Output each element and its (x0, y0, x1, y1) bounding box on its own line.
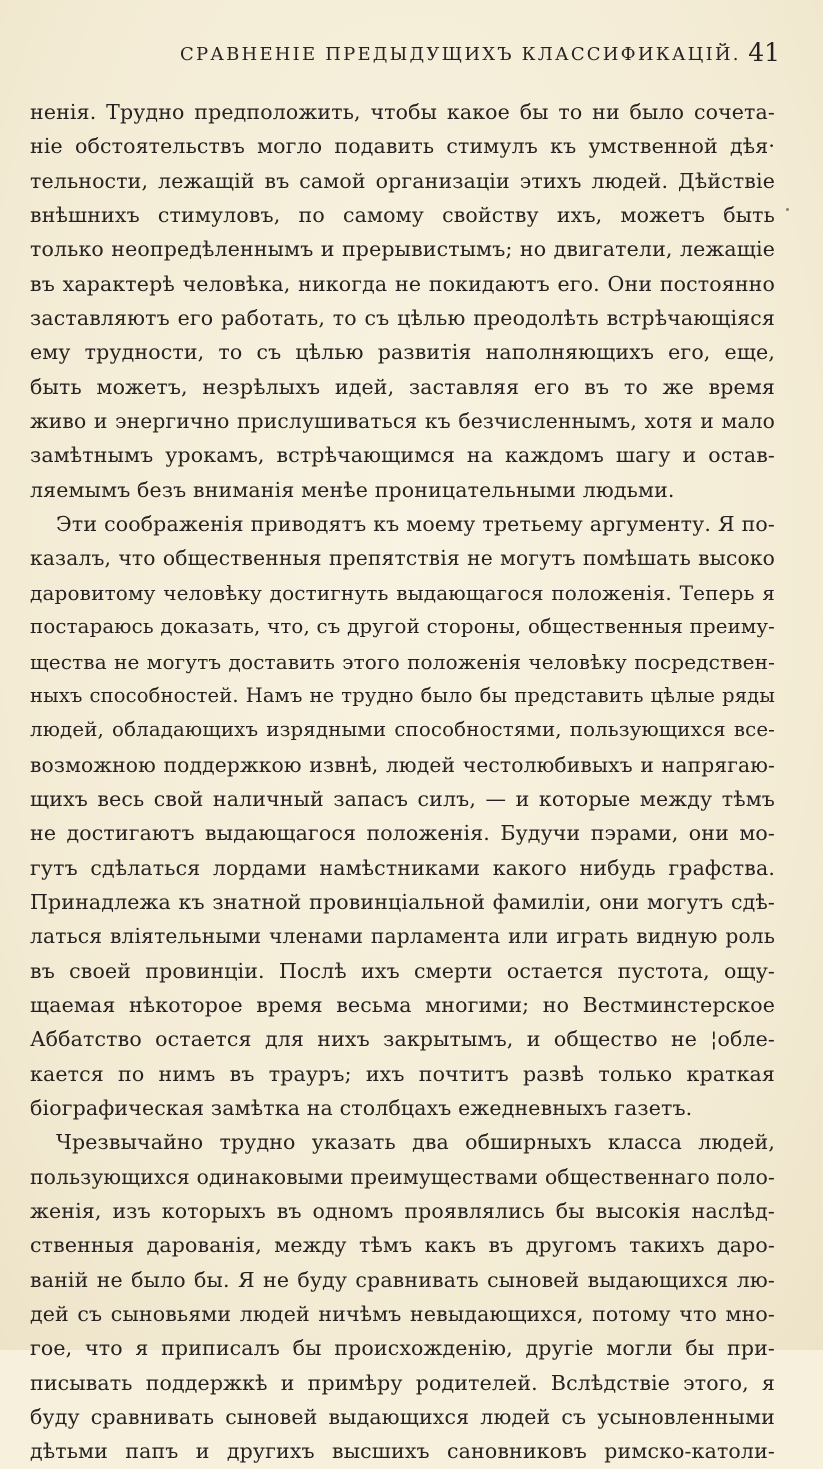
text-line: щихъ весь свой наличный запасъ силъ, — и которые между тѣмъ (30, 786, 775, 811)
text-line: ненія. Трудно предположить, чтобы какое бы то ни было сочета- (30, 100, 775, 124)
ink-speck (786, 208, 789, 211)
text-line: гое, что я приписалъ бы происхожденію, другіе могли бы при- (30, 1336, 775, 1361)
text-line: быть можетъ, незрѣлыхъ идей, заставляя его въ то же время (30, 374, 775, 399)
text-line: щаемая нѣкоторое время весьма многими; но Вестминстерское (30, 992, 775, 1017)
text-line: латься вліятельными членами парламента или играть видную роль (30, 924, 775, 949)
text-line: пользующихся одинаковыми преимуществами общественнаго поло- (30, 1164, 775, 1189)
text-line: Принадлежа къ знатной провинціальной фамиліи, они могутъ сдѣ- (30, 889, 775, 914)
text-line: Чрезвычайно трудно указать два обширныхъ класса людей, (56, 1130, 775, 1155)
text-line: Эти соображенія приводятъ къ моему третьему аргументу. Я по- (56, 512, 775, 537)
text-line: замѣтнымъ урокамъ, встрѣчающимся на каждомъ шагу и остав- (30, 443, 775, 468)
page-number: 41 (748, 38, 780, 67)
text-line: людей, обладающихъ изрядными способностями, пользующихся все- (30, 718, 775, 742)
text-line: ему трудности, то съ цѣлью развитія наполняющихъ его, еще, (30, 340, 775, 365)
text-line: заставляютъ его работать, то съ цѣлью преодолѣть встрѣчающіяся (30, 306, 775, 331)
paragraph-2 (30, 507, 775, 1125)
text-line: возможною поддержкою извнѣ, людей честолюбивыхъ и напрягаю- (30, 752, 775, 777)
text-line: постараюсь доказать, что, съ другой стороны, общественныя преиму- (30, 615, 775, 639)
text-line: кается по нимъ въ трауръ; ихъ почтитъ развѣ только краткая (30, 1061, 775, 1086)
text-line: ственныя дарованія, между тѣмъ какъ въ другомъ такихъ даро- (30, 1233, 775, 1258)
text-line: ляемымъ безъ вниманія менѣе проницательными людьми. (30, 477, 675, 502)
text-line: гутъ сдѣлаться лордами намѣстниками какого нибудь графства. (30, 855, 775, 880)
paragraph-3 (30, 1125, 775, 1468)
text-line: дѣтьми папъ и другихъ высшихъ сановниковъ римско-католи- (30, 1439, 775, 1464)
text-line: ныхъ способностей. Намъ не трудно было бы представить цѣлые ряды (30, 683, 775, 707)
text-line: дей съ сыновьями людей ничѣмъ невыдающихся, потому что мно- (30, 1302, 775, 1327)
text-line: тельности, лежащій въ самой организаціи этихъ людей. Дѣйствіе (30, 168, 775, 193)
text-line: ніе обстоятельствъ могло подавить стимулъ къ умственной дѣя· (30, 134, 775, 159)
text-line: Аббатство остается для нихъ закрытымъ, и общество не ¦обле- (30, 1027, 775, 1052)
text-line: не достигаютъ выдающагося положенія. Будучи пэрами, они мо- (30, 821, 775, 846)
text-line: щества не могутъ доставить этого положенія человѣку посредствен- (30, 649, 775, 674)
page-header (30, 38, 790, 78)
text-line: живо и энергично прислушиваться къ безчисленнымъ, хотя и мало (30, 409, 775, 434)
text-line: въ своей провинціи. Послѣ ихъ смерти остается пустота, ощу- (30, 958, 775, 983)
text-line: только неопредѣленнымъ и прерывистымъ; но двигатели, лежащіе (30, 237, 775, 262)
text-line: казалъ, что общественныя препятствія не могутъ помѣшать высоко (30, 546, 775, 571)
text-line: ваній не было бы. Я не буду сравнивать сыновей выдающихся лю- (30, 1267, 775, 1292)
text-line: буду сравнивать сыновей выдающихся людей съ усыновленными (30, 1405, 775, 1430)
body-text (30, 95, 775, 1469)
running-head: СРАВНЕНІЕ ПРЕДЫДУЩИХЪ КЛАССИФИКАЦІЙ. (180, 44, 741, 65)
text-line: въ характерѣ человѣка, никогда не покидаютъ его. Они постоянно (30, 271, 775, 296)
text-line: біографическая замѣтка на столбцахъ ежедневныхъ газетъ. (30, 1095, 693, 1120)
text-line: женія, изъ которыхъ въ одномъ проявлялись бы высокія наслѣд- (30, 1199, 775, 1223)
text-line: даровитому человѣку достигнуть выдающагося положенія. Теперь я (30, 580, 775, 605)
paragraph-1 (30, 95, 775, 507)
text-line: писывать поддержкѣ и примѣру родителей. Вслѣдствіе этого, я (30, 1370, 775, 1395)
text-line: внѣшнихъ стимуловъ, по самому свойству ихъ, можетъ быть (30, 203, 775, 228)
